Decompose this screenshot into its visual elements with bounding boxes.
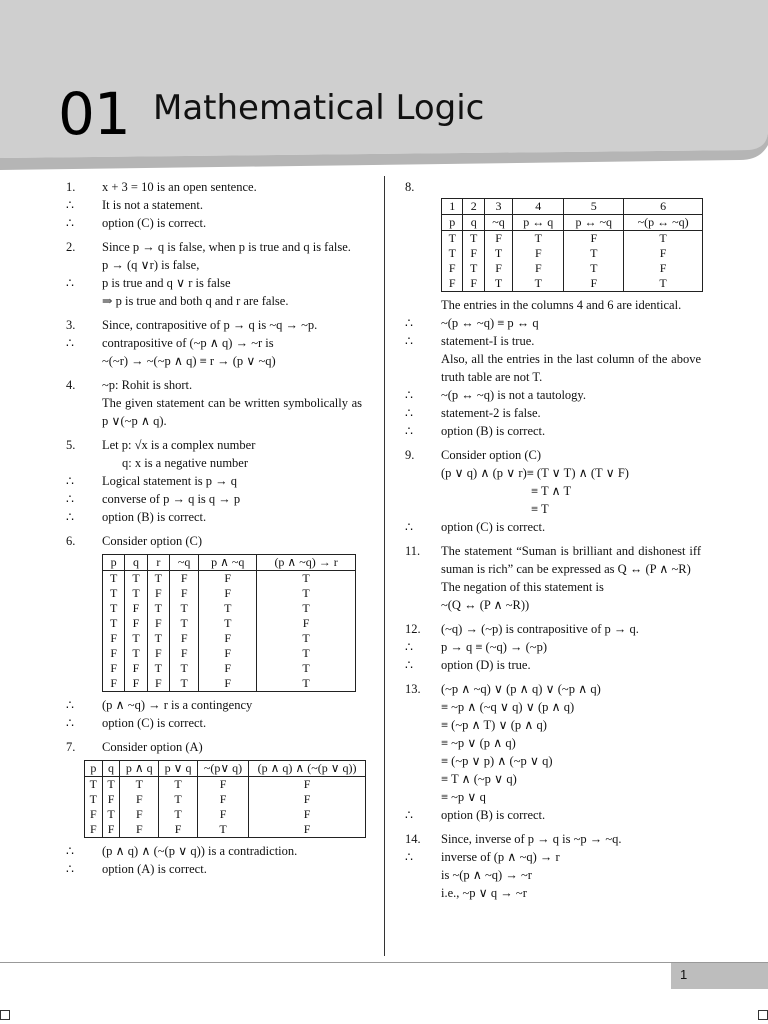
table8-cell: T [442, 231, 463, 247]
table6-header-cell: p [103, 555, 125, 571]
left-column [66, 178, 362, 878]
solution-1-line-1: x + 3 = 10 is an open sentence. [102, 180, 257, 194]
table8-column-number: 1 [442, 199, 463, 215]
table7-header-cell: p ∧ q [120, 761, 159, 777]
table8-header-cell: ~q [484, 215, 512, 231]
table6-cell: T [257, 646, 356, 661]
table6-cell: F [103, 661, 125, 676]
table6-cell: F [147, 616, 169, 631]
table8-cell: F [484, 231, 512, 247]
table8-cell: F [513, 261, 564, 276]
table8-cell: T [484, 276, 512, 292]
table6-header-cell: q [125, 555, 147, 571]
table6-cell: T [147, 571, 169, 587]
table8-cell: F [624, 246, 703, 261]
table8-column-number: 2 [463, 199, 484, 215]
table6-cell: F [199, 571, 257, 587]
therefore-mark: ∴ [66, 862, 74, 876]
therefore-mark: ∴ [66, 276, 74, 290]
table6-cell: F [103, 631, 125, 646]
table6-row [103, 676, 356, 692]
table6-cell: F [103, 676, 125, 692]
therefore-mark: ∴ [405, 406, 413, 420]
therefore-mark: ∴ [405, 316, 413, 330]
table6-header-cell: (p ∧ ~q) → r [257, 555, 356, 571]
table8-cell: F [624, 261, 703, 276]
table8-header-cell: q [463, 215, 484, 231]
table6-cell: F [199, 631, 257, 646]
therefore-mark: ∴ [66, 716, 74, 730]
table8-cell: T [564, 261, 624, 276]
solution-14: 14. Since, inverse of p → q is ~p → ~q. ∴ inverse of (p ∧ ~q) → r is ~(p ∧ ~q) → ~r i.e., ~p ∨ q → ~r [405, 832, 622, 900]
table6-cell: T [125, 631, 147, 646]
therefore-mark: ∴ [405, 640, 413, 654]
therefore-mark: ∴ [66, 474, 74, 488]
table8-row [442, 276, 703, 292]
table6-cell: F [199, 646, 257, 661]
table7-cell: T [120, 777, 159, 793]
table6-cell: T [103, 586, 125, 601]
table6-cell: T [125, 586, 147, 601]
page-number: 1 [680, 967, 688, 982]
solution-2: 2. Since p → q is false, when p is true and q is false. p → (q ∨r) is false, ∴ p is true and q ∨ r is false ⇒ p is true and both q and r are false. [66, 240, 351, 308]
solution-7: 7. Consider option (A) p q p ∧ q p ∨ q ~(p∨ q) (p ∧ q) ∧ (~(p ∨ q)) T T T T F F T F F T F F F T F T F F F F F F T F ∴ (p ∧ q) ∧ (~(p ∨ q)) is a contradiction. ∴ option (A) is correct. [66, 738, 362, 878]
table6-header-cell: p ∧ ~q [199, 555, 257, 571]
table8-cell: F [463, 276, 484, 292]
table6-row [103, 661, 356, 676]
table6-cell: T [169, 676, 198, 692]
therefore-mark: ∴ [405, 424, 413, 438]
column-divider [384, 176, 385, 956]
table7-cell: F [197, 807, 248, 822]
table8-cell: F [442, 276, 463, 292]
table6-cell: F [125, 661, 147, 676]
table6-cell: T [257, 571, 356, 587]
table6-cell: T [103, 601, 125, 616]
table7-cell: F [102, 792, 120, 807]
therefore-mark: ∴ [66, 216, 74, 230]
table8-column-number: 4 [513, 199, 564, 215]
table8-cell: F [463, 246, 484, 261]
table7-cell: F [249, 822, 366, 838]
table7-cell: T [102, 777, 120, 793]
truth-table-8 [441, 198, 703, 292]
table6-cell: T [199, 616, 257, 631]
table8-cell: T [442, 246, 463, 261]
therefore-mark: ∴ [66, 336, 74, 350]
table6-row [103, 616, 356, 631]
table7-cell: T [102, 807, 120, 822]
table7-header-cell: p [85, 761, 103, 777]
table6-cell: F [199, 676, 257, 692]
table8-cell: T [463, 261, 484, 276]
table6-cell: T [257, 586, 356, 601]
table6-cell: T [169, 601, 198, 616]
table6-cell: T [257, 661, 356, 676]
therefore-mark: ∴ [405, 658, 413, 672]
footer-rule [0, 962, 768, 963]
solution-4: 4. ~p: Rohit is short. The given statement can be written symbolically as p ∨(~p ∧ q). [66, 378, 362, 428]
table8-cell: T [624, 276, 703, 292]
table7-cell: T [159, 777, 198, 793]
table6-row [103, 586, 356, 601]
table8-cell: T [624, 231, 703, 247]
table6-cell: F [125, 616, 147, 631]
table6-row [103, 631, 356, 646]
therefore-mark: ∴ [405, 388, 413, 402]
table6-cell: F [169, 571, 198, 587]
crop-mark-left [0, 1010, 10, 1020]
table8-header-cell: p ↔ q [513, 215, 564, 231]
table6-header-cell: r [147, 555, 169, 571]
table8-cell: F [564, 231, 624, 247]
table7-cell: F [249, 777, 366, 793]
solution-12: 12. (~q) → (~p) is contrapositive of p → q. ∴ p → q ≡ (~q) → (~p) ∴ option (D) is true. [405, 622, 639, 672]
table6-cell: T [147, 661, 169, 676]
table7-header-cell: q [102, 761, 120, 777]
table8-cell: T [463, 231, 484, 247]
table6-row [103, 646, 356, 661]
table7-cell: F [120, 792, 159, 807]
table7-cell: F [120, 807, 159, 822]
table6-cell: T [169, 616, 198, 631]
table7-row [85, 807, 366, 822]
table6-cell: F [257, 616, 356, 631]
table6-cell: F [147, 586, 169, 601]
truth-table-7 [84, 760, 366, 838]
table8-cell: F [484, 261, 512, 276]
table7-cell: F [120, 822, 159, 838]
table8-cell: F [442, 261, 463, 276]
table7-header-cell: ~(p∨ q) [197, 761, 248, 777]
therefore-mark: ∴ [405, 808, 413, 822]
table6-cell: F [125, 601, 147, 616]
table6-cell: T [169, 661, 198, 676]
table7-row [85, 777, 366, 793]
therefore-mark: ∴ [405, 520, 413, 534]
table8-column-number: 5 [564, 199, 624, 215]
table7-cell: F [159, 822, 198, 838]
table6-cell: T [103, 616, 125, 631]
chapter-number: 01 [58, 80, 130, 148]
table7-cell: F [197, 777, 248, 793]
table6-cell: F [103, 646, 125, 661]
table6-cell: F [125, 676, 147, 692]
table6-row [103, 571, 356, 587]
table7-cell: F [102, 822, 120, 838]
table8-row [442, 246, 703, 261]
table8-header-cell: p [442, 215, 463, 231]
table6-cell: F [147, 676, 169, 692]
table6-cell: T [257, 631, 356, 646]
table7-cell: F [85, 822, 103, 838]
right-column [405, 178, 701, 902]
table7-cell: T [159, 807, 198, 822]
table8-column-number: 3 [484, 199, 512, 215]
solution-11: 11. The statement “Suman is brilliant and dishonest iff suman is rich” can be expressed as Q ↔ (P ∧ ~R) The negation of this statement is ~(Q ↔ (P ∧ ~R)) [405, 544, 701, 612]
table6-cell: F [169, 586, 198, 601]
table6-cell: T [125, 571, 147, 587]
table7-cell: F [85, 807, 103, 822]
table8-cell: F [513, 246, 564, 261]
therefore-mark: ∴ [405, 850, 413, 864]
table6-cell: F [199, 586, 257, 601]
solution-8: 8. 1 2 3 4 5 6 p q ~q p ↔ q p ↔ ~q ~(p ↔ ~q) T T F T F T T F T F T F F T F F T F F F T T F T The entries in the columns 4 and 6 are identical. ∴ ~(p ↔ ~q) ≡ p ↔ q ∴ statement-I is true. Also, all the entries in the last column of the above truth table are not T. ∴ ~(p ↔ ~q) is not a tautology. ∴ statement-2 is false. ∴ option (B) is correct. [405, 180, 701, 438]
table6-cell: T [103, 571, 125, 587]
table7-cell: T [85, 777, 103, 793]
table7-header-cell: p ∨ q [159, 761, 198, 777]
table7-cell: T [197, 822, 248, 838]
therefore-mark: ∴ [405, 334, 413, 348]
therefore-mark: ∴ [66, 510, 74, 524]
table8-header-cell: ~(p ↔ ~q) [624, 215, 703, 231]
solution-3: 3. Since, contrapositive of p → q is ~q → ~p. ∴ contrapositive of (~p ∧ q) → ~r is ~(~r) → ~(~p ∧ q) ≡ r → (p ∨ ~q) [66, 318, 318, 368]
solution-1: 1. x + 3 = 10 is an open sentence. ∴ It is not a statement. ∴ option (C) is correct. [66, 178, 362, 232]
table8-cell: F [564, 276, 624, 292]
therefore-mark: ∴ [66, 844, 74, 858]
table8-cell: T [513, 231, 564, 247]
table7-row [85, 822, 366, 838]
table7-header-cell: (p ∧ q) ∧ (~(p ∨ q)) [249, 761, 366, 777]
table6-header-cell: ~q [169, 555, 198, 571]
table6-cell: T [257, 676, 356, 692]
solution-9: 9. Consider option (C) (p ∨ q) ∧ (p ∨ r)≡ (T ∨ T) ∧ (T ∨ F) ≡ T ∧ T ≡ T ∴ option (C) is correct. [405, 448, 629, 534]
table7-row [85, 792, 366, 807]
table7-cell: F [249, 807, 366, 822]
table6-cell: T [125, 646, 147, 661]
table6-cell: T [147, 631, 169, 646]
table8-header-cell: p ↔ ~q [564, 215, 624, 231]
chapter-title: Mathematical Logic [153, 88, 485, 128]
solution-6: 6. Consider option (C) p q r ~q p ∧ ~q (p ∧ ~q) → r T T T F F T T T F F F T T F T T T T T F F T T F F T T F F T F T F F F T F F T T F T F F F T F T ∴ (p ∧ ~q) → r is a contingency ∴ option (C) is correct. [66, 532, 362, 732]
therefore-mark: ∴ [66, 198, 74, 212]
table6-cell: F [199, 661, 257, 676]
table8-cell: T [564, 246, 624, 261]
table7-cell: T [85, 792, 103, 807]
therefore-mark: ∴ [66, 492, 74, 506]
table6-cell: F [147, 646, 169, 661]
solution-13: 13. (~p ∧ ~q) ∨ (p ∧ q) ∨ (~p ∧ q) ≡ ~p ∧ (~q ∨ q) ∨ (p ∧ q) ≡ (~p ∧ T) ∨ (p ∧ q) ≡ ~p ∨ (p ∧ q) ≡ (~p ∨ p) ∧ (~p ∨ q) ≡ T ∧ (~p ∨ q) ≡ ~p ∨ q ∴ option (B) is correct. [405, 682, 601, 822]
table8-cell: T [484, 246, 512, 261]
table8-row [442, 231, 703, 247]
table6-row [103, 601, 356, 616]
crop-mark-right [758, 1010, 768, 1020]
solution-5: 5. Let p: √x is a complex number q: x is a negative number ∴ Logical statement is p → q ∴ converse of p → q is q → p ∴ option (B) is correct. [66, 438, 256, 524]
table6-cell: F [169, 646, 198, 661]
table6-cell: T [147, 601, 169, 616]
table6-cell: T [257, 601, 356, 616]
table6-cell: F [169, 631, 198, 646]
truth-table-6 [102, 554, 356, 692]
table8-cell: T [513, 276, 564, 292]
therefore-mark: ∴ [66, 698, 74, 712]
table8-column-number: 6 [624, 199, 703, 215]
table7-cell: T [159, 792, 198, 807]
table7-cell: F [197, 792, 248, 807]
table8-row [442, 261, 703, 276]
table6-cell: T [199, 601, 257, 616]
table7-cell: F [249, 792, 366, 807]
